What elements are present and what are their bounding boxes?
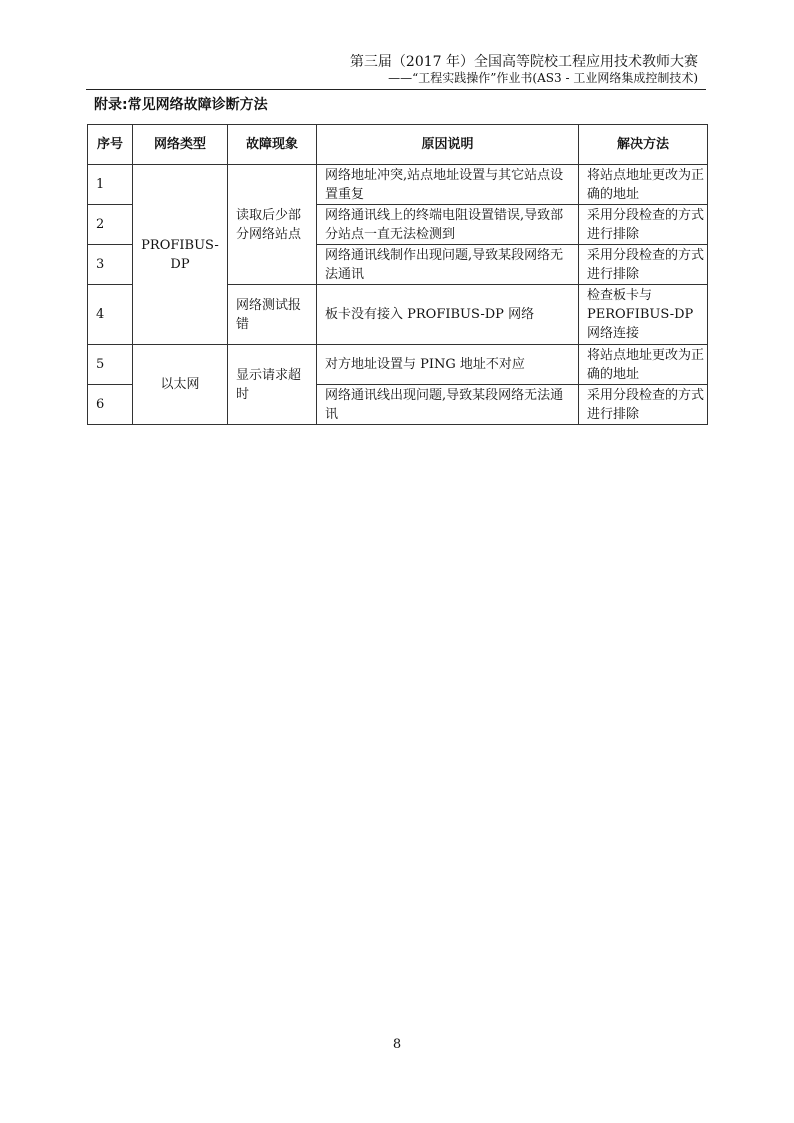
cause-cell: 板卡没有接入 PROFIBUS-DP 网络 [317, 285, 579, 345]
header-solution: 解决方法 [579, 125, 708, 165]
table-row [88, 165, 708, 205]
row-index: 3 [88, 245, 133, 285]
cause-cell: 对方地址设置与 PING 地址不对应 [317, 345, 579, 385]
symptom-cell: 网络测试报错 [228, 285, 317, 345]
row-index: 2 [88, 205, 133, 245]
table-row [88, 345, 708, 385]
header-divider [86, 89, 706, 90]
header-index: 序号 [88, 125, 133, 165]
solution-cell: 检查板卡与PEROFIBUS-DP 网络连接 [579, 285, 708, 345]
solution-cell: 将站点地址更改为正确的地址 [579, 165, 708, 205]
header-subtitle: ——“工程实践操作”作业书(AS3 - 工业网络集成控制技术) [388, 71, 698, 85]
solution-cell: 采用分段检查的方式进行排除 [579, 245, 708, 285]
cause-cell: 网络通讯线制作出现问题,导致某段网络无法通讯 [317, 245, 579, 285]
header-contest-title: 第三届（2017 年）全国高等院校工程应用技术教师大赛 [349, 54, 698, 70]
cause-cell: 网络通讯线出现问题,导致某段网络无法通讯 [317, 385, 579, 425]
page-number: 8 [392, 1037, 402, 1052]
network-type-cell: 以太网 [133, 345, 228, 425]
solution-cell: 将站点地址更改为正确的地址 [579, 345, 708, 385]
solution-cell: 采用分段检查的方式进行排除 [579, 385, 708, 425]
row-index: 6 [88, 385, 133, 425]
network-type-cell: PROFIBUS-DP [133, 165, 228, 345]
cause-cell: 网络通讯线上的终端电阻设置错误,导致部分站点一直无法检测到 [317, 205, 579, 245]
solution-cell: 采用分段检查的方式进行排除 [579, 205, 708, 245]
header-cause: 原因说明 [317, 125, 579, 165]
row-index: 1 [88, 165, 133, 205]
row-index: 4 [88, 285, 133, 345]
fault-diagnosis-table [87, 124, 708, 425]
symptom-cell: 读取后少部分网络站点 [228, 165, 317, 285]
header-network-type: 网络类型 [133, 125, 228, 165]
header-symptom: 故障现象 [228, 125, 317, 165]
cause-cell: 网络地址冲突,站点地址设置与其它站点设置重复 [317, 165, 579, 205]
section-title: 附录:常见网络故障诊断方法 [94, 97, 268, 113]
table-header-row [88, 125, 708, 165]
row-index: 5 [88, 345, 133, 385]
symptom-cell: 显示请求超时 [228, 345, 317, 425]
